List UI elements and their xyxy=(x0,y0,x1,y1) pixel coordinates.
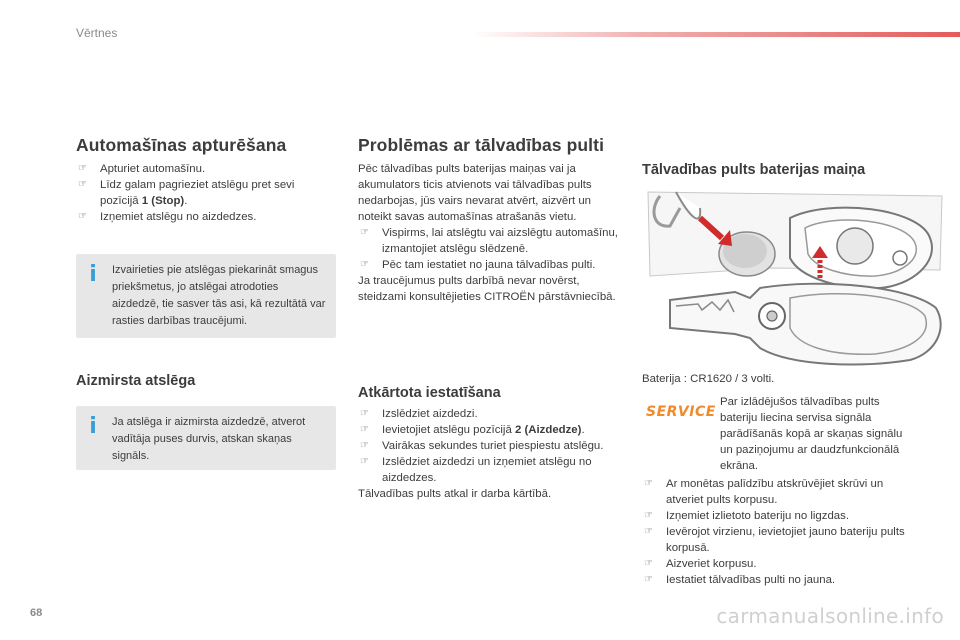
list-item: ☞ Ar monētas palīdzību atskrūvējiet skrūvi un atveriet pults korpusu. xyxy=(644,478,884,506)
hand-pointer-icon: ☞ xyxy=(78,179,87,190)
service-warning-text: Par izlādējušos tālvadības pults bateriju liecina servisa signāla parādīšanās kopā ar skaņas signālu un paziņojumu ar daudzfunkcionālā ekrāna. xyxy=(720,396,903,472)
list-item: ☞ Izņemiet atslēgu no aizdedzes. xyxy=(78,211,257,223)
service-logo: SERVICE xyxy=(646,404,716,420)
hand-pointer-icon: ☞ xyxy=(644,478,653,489)
watermark: carmanualsonline.info xyxy=(716,604,944,628)
list-item: ☞ Līdz galam pagrieziet atslēgu pret sevi pozīcijā 1 (Stop). xyxy=(78,179,295,207)
list-item: ☞ Vispirms, lai atslēgtu vai aizslēgtu automašīnu, izmantojiet atslēgu slēdzenē. xyxy=(360,227,618,255)
header-accent-bar xyxy=(470,32,960,37)
outro-paragraph: Ja traucējumus pults darbībā nevar novērst, steidzami konsultējieties CITROËN pārstāvniecībā. xyxy=(358,275,616,303)
remote-battery-illustration xyxy=(640,188,950,368)
info-icon: i xyxy=(89,262,97,287)
hand-pointer-icon: ☞ xyxy=(644,510,653,521)
hand-pointer-icon: ☞ xyxy=(644,574,653,585)
hand-pointer-icon: ☞ xyxy=(360,227,369,238)
reset-steps xyxy=(358,406,618,486)
battery-steps xyxy=(642,476,912,588)
reset-body xyxy=(358,406,618,502)
list-item: ☞ Pēc tam iestatiet no jauna tālvadības pulti. xyxy=(360,259,596,271)
info-note-heavy-objects xyxy=(76,254,336,338)
list-item: ☞ Vairākas sekundes turiet piespiestu atslēgu. xyxy=(360,440,604,452)
note-text: Izvairieties pie atslēgas piekarināt smagus priekšmetus, jo atslēgai atrodoties aizdedzē, tie sasver tās asi, kā rezultātā var rasties darbības traucējumi. xyxy=(112,264,326,327)
stopping-steps xyxy=(76,161,326,225)
note-text: Ja atslēga ir aizmirsta aizdedzē, atverot vadītāja puses durvis, atskan skaņas signāls. xyxy=(112,416,306,462)
list-item: ☞ Izņemiet izlietoto bateriju no ligzdas. xyxy=(644,510,849,522)
section-label: Vērtnes xyxy=(76,26,118,40)
hand-pointer-icon: ☞ xyxy=(360,408,369,419)
info-icon: i xyxy=(89,414,97,439)
hand-pointer-icon: ☞ xyxy=(78,211,87,222)
hand-pointer-icon: ☞ xyxy=(644,558,653,569)
hand-pointer-icon: ☞ xyxy=(360,440,369,451)
subsection-title-reset: Atkārtota iestatīšana xyxy=(358,385,501,401)
list-item: ☞ Iestatiet tālvadības pulti no jauna. xyxy=(644,574,836,586)
battery-caption: Baterija : CR1620 / 3 volti. xyxy=(642,373,775,385)
list-item: ☞ Izslēdziet aizdedzi un izņemiet atslēgu no aizdedzes. xyxy=(360,456,592,484)
subsection-title-forgotten-key: Aizmirsta atslēga xyxy=(76,373,196,389)
hand-pointer-icon: ☞ xyxy=(360,424,369,435)
hand-pointer-icon: ☞ xyxy=(78,163,87,174)
list-item: ☞ Izslēdziet aizdedzi. xyxy=(360,408,478,420)
hand-pointer-icon: ☞ xyxy=(360,456,369,467)
section-title-remote-problems: Problēmas ar tālvadības pulti xyxy=(358,135,605,155)
list-item: ☞ Ievietojiet atslēgu pozīcijā 2 (Aizdedze). xyxy=(360,424,585,436)
hand-pointer-icon: ☞ xyxy=(644,526,653,537)
list-item: ☞ Aizveriet korpusu. xyxy=(644,558,757,570)
intro-paragraph: Pēc tālvadības pults baterijas maiņas vai ja akumulators ticis atvienots vai tālvadības pults nedarbojas, jūs vairs nevarat atvērt, aizvērt un noteikt savas automašīnas atrašanās vietu. xyxy=(358,163,592,223)
section-title-stopping: Automašīnas apturēšana xyxy=(76,135,287,155)
hand-pointer-icon: ☞ xyxy=(360,259,369,270)
list-item: ☞ Apturiet automašīnu. xyxy=(78,163,206,175)
remote-steps xyxy=(358,225,618,273)
info-note-forgotten-key xyxy=(76,406,336,470)
remote-problems-body xyxy=(358,161,618,305)
page-number: 68 xyxy=(30,607,43,619)
section-title-battery-change: Tālvadības pults baterijas maiņa xyxy=(642,162,866,178)
reset-outro: Tālvadības pults atkal ir darba kārtībā. xyxy=(358,488,552,500)
list-item: ☞ Ievērojot virzienu, ievietojiet jauno bateriju pults korpusā. xyxy=(644,526,905,554)
